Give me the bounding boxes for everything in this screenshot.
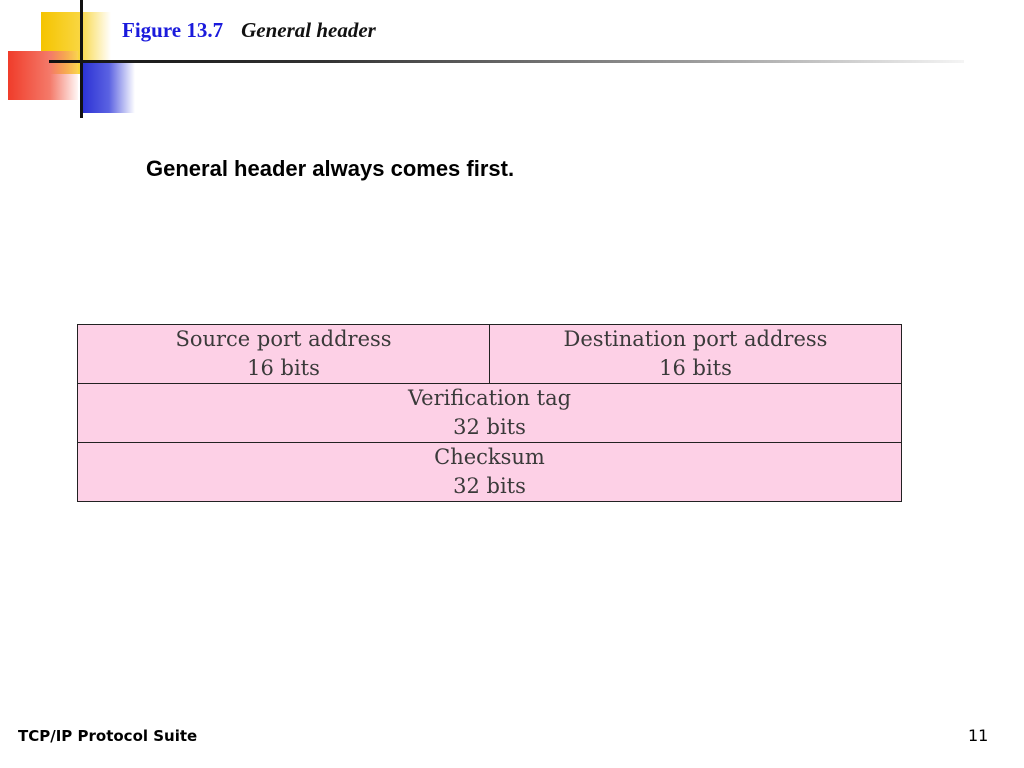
decorative-horizontal-line [49,60,964,63]
header-row [78,325,902,384]
decorative-blue-block [83,63,135,113]
field-name: Destination port address [563,327,828,351]
field-name: Verification tag [407,386,572,410]
field-size: 16 bits [659,356,732,380]
field-size: 32 bits [453,415,526,439]
decorative-vertical-line [80,0,83,118]
field-verification-tag [78,384,902,443]
decorative-red-block [8,51,78,100]
field-size: 32 bits [453,474,526,498]
header-row [78,384,902,443]
figure-label: Figure 13.7 [122,18,224,42]
field-destination-port [490,325,902,384]
field-size: 16 bits [247,356,320,380]
field-name: Source port address [175,327,392,351]
page-number: 11 [968,726,989,745]
field-source-port [78,325,490,384]
figure-name: General header [241,18,376,42]
general-header-diagram [77,324,902,502]
subtitle: General header always comes first. [146,156,515,181]
header-row [78,443,902,502]
field-name: Checksum [434,445,545,469]
footer-text: TCP/IP Protocol Suite [18,727,198,745]
slide-title [122,18,376,43]
field-checksum [78,443,902,502]
